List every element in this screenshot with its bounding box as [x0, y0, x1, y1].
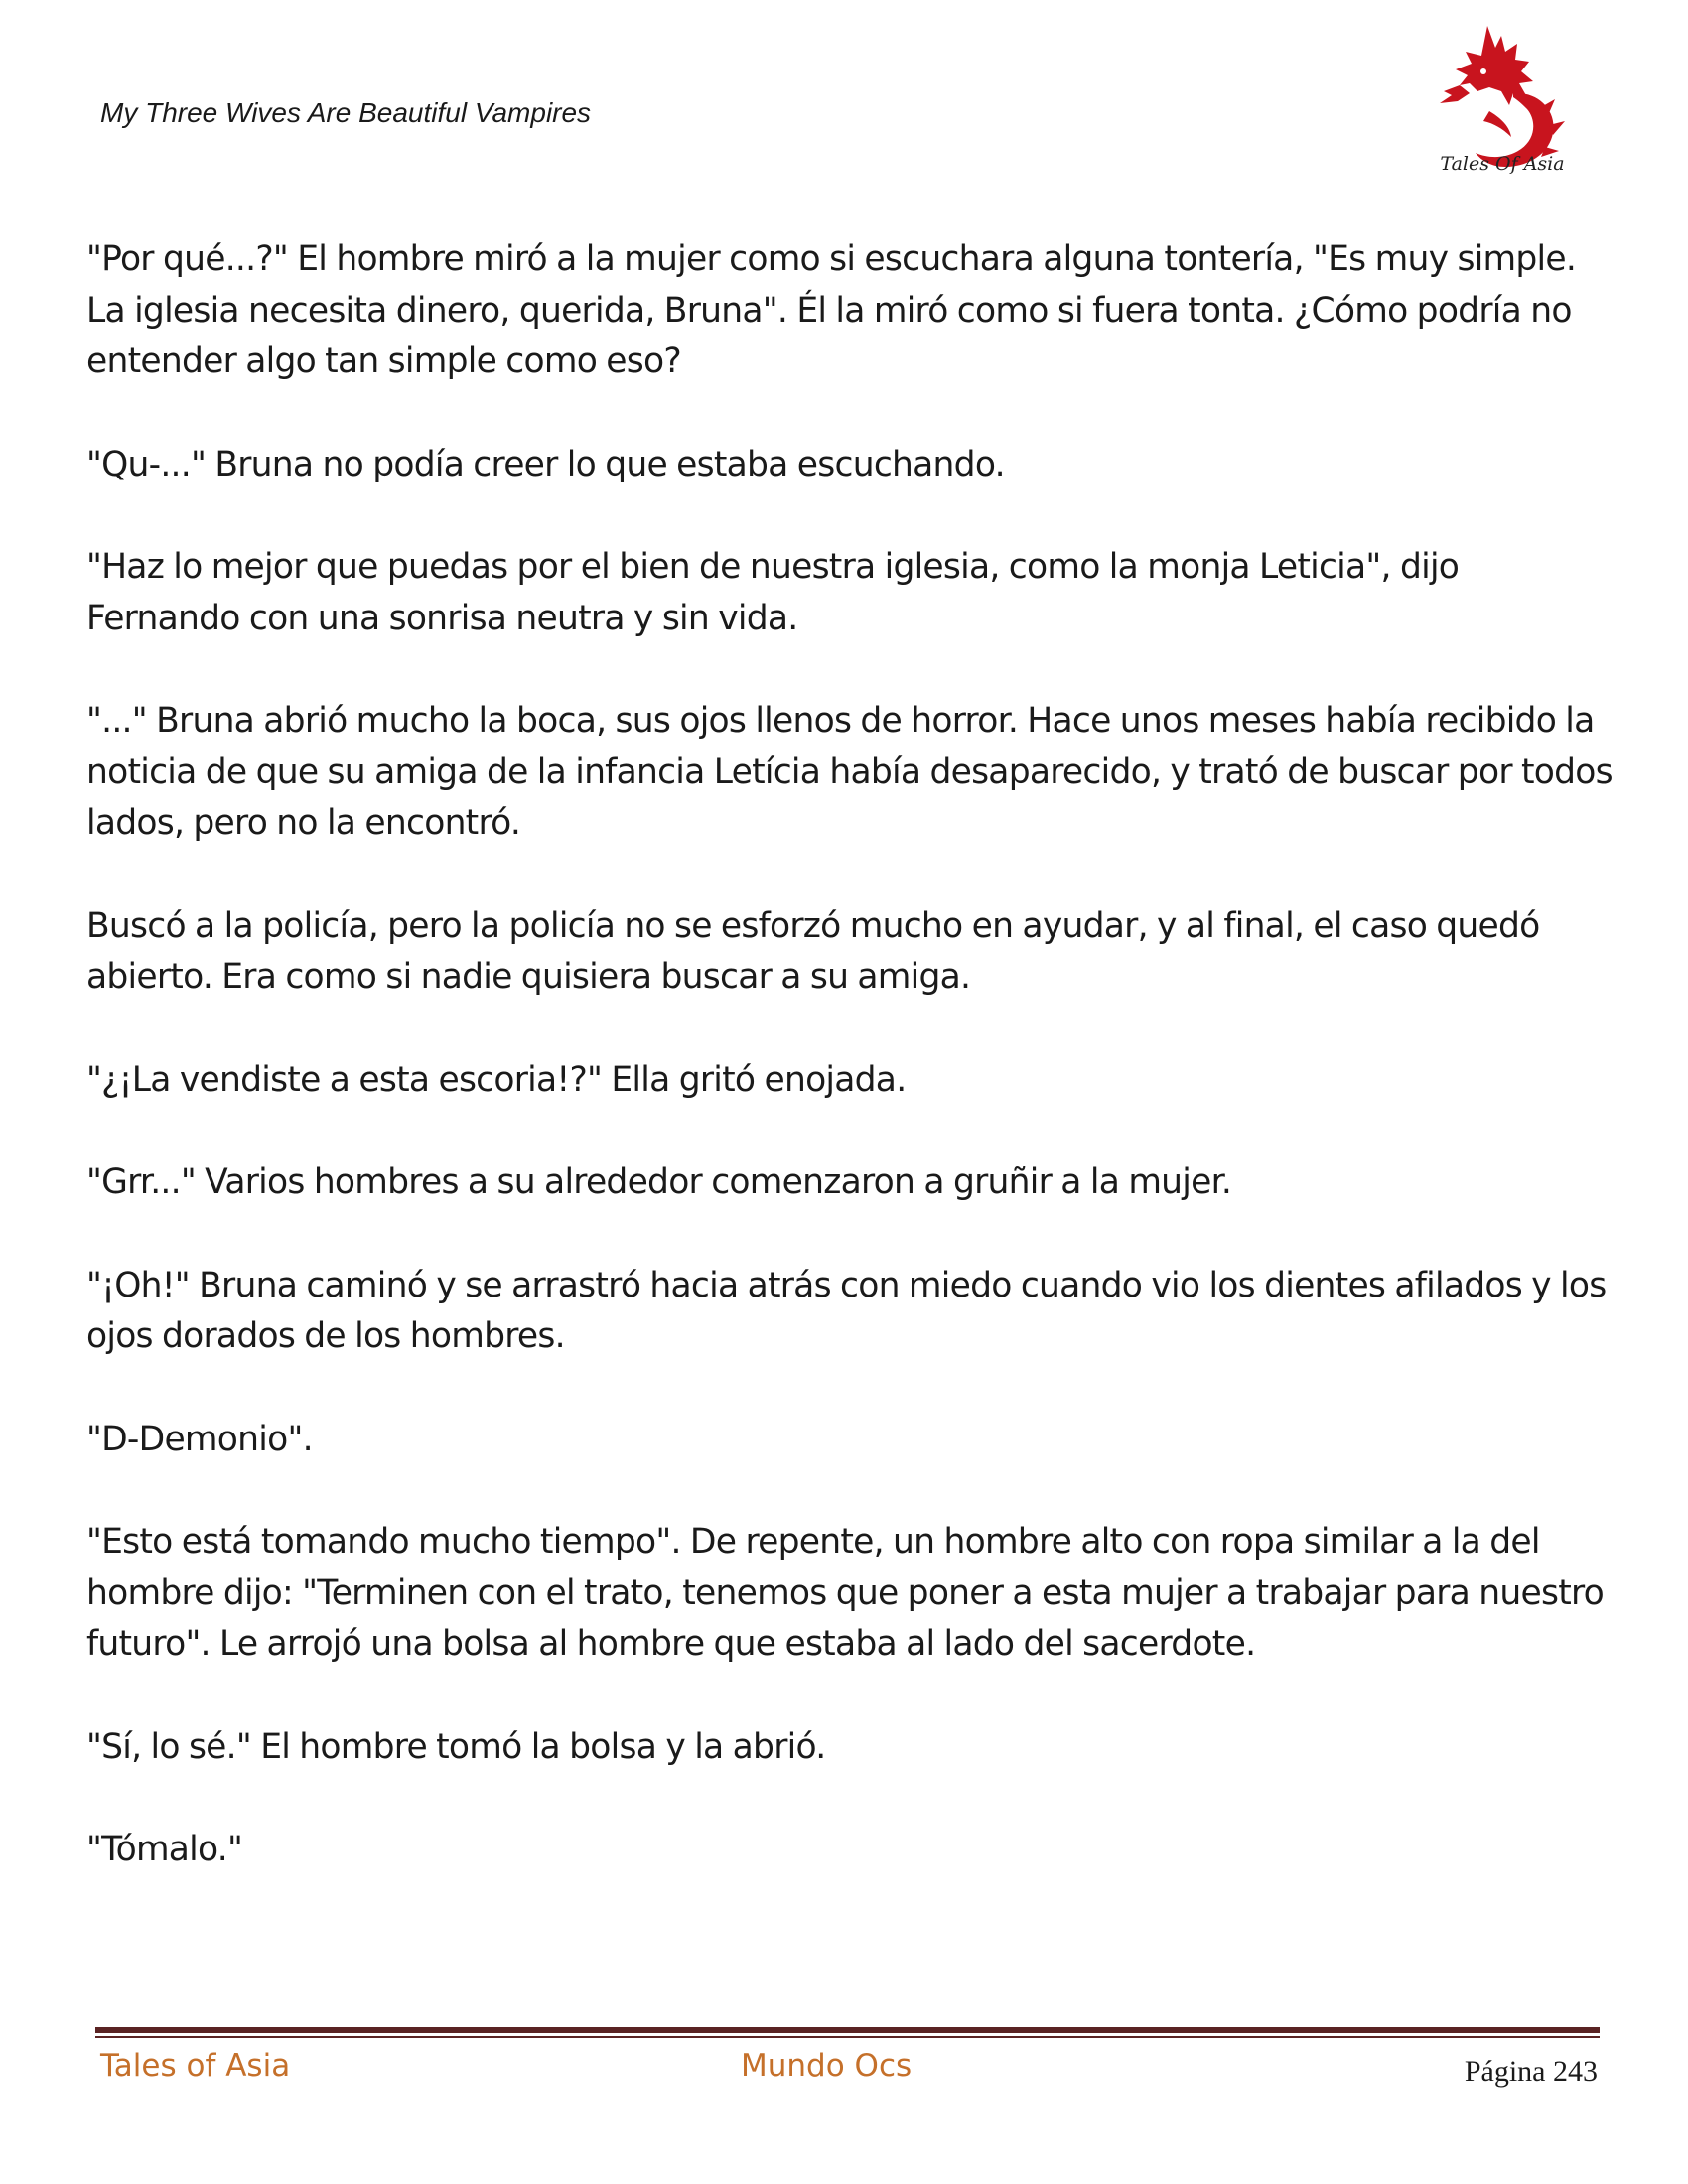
paragraph: "¿¡La vendiste a esta escoria!?" Ella gritó enojada. — [86, 1059, 907, 1100]
paragraph: "D-Demonio". — [86, 1419, 313, 1459]
footer-site-name: Tales of Asia — [100, 2048, 291, 2084]
logo-text: Tales Of Asia — [1440, 153, 1565, 175]
paragraph: "Sí, lo sé." El hombre tomó la bolsa y la abrió. — [86, 1726, 826, 1767]
footer-divider — [95, 2027, 1600, 2033]
paragraph: "Haz lo mejor que puedas por el bien de nuestra iglesia, como la monja Leticia", dijo Fernando con una sonrisa neutra y sin vida. — [86, 547, 1460, 638]
paragraph: "Tómalo." — [86, 1830, 243, 1869]
paragraph: "Grr..." Varios hombres a su alrededor comenzaron a gruñir a la mujer. — [86, 1162, 1232, 1202]
page-number: Página 243 — [1464, 2055, 1598, 2088]
paragraph: "Esto está tomando mucho tiempo". De repente, un hombre alto con ropa similar a la del hombre dijo: "Terminen con el trato, tenemos que poner a esta mujer a trabajar para nuestro futuro". Le arrojó una bolsa al hombre que estaba al lado del sacerdote. — [86, 1522, 1605, 1664]
paragraph: "..." Bruna abrió mucho la boca, sus ojos llenos de horror. Hace unos meses había recibido la noticia de que su amiga de la infancia Letícia había desaparecido, y trató de buscar por todos lados, pero no la encontró. — [86, 701, 1613, 843]
paragraph: "Por qué...?" El hombre miró a la mujer como si escuchara alguna tontería, "Es muy simple. La iglesia necesita dinero, querida, Bruna". Él la miró como si fuera tonta. ¿Cómo podría no entender algo tan simple como eso? — [86, 239, 1577, 381]
footer-section-name: Mundo Ocs — [741, 2048, 913, 2084]
chapter-body — [86, 234, 1616, 1928]
paragraph: "Qu-..." Bruna no podía creer lo que estaba escuchando. — [86, 444, 1005, 484]
paragraph: Buscó a la policía, pero la policía no se esforzó mucho en ayudar, y al final, el caso quedó abierto. Era como si nadie quisiera buscar a su amiga. — [86, 905, 1540, 997]
book-title: My Three Wives Are Beautiful Vampires — [100, 97, 592, 128]
footer-divider-thin — [95, 2036, 1600, 2038]
paragraph: "¡Oh!" Bruna caminó y se arrastró hacia atrás con miedo cuando vio los dientes afilados y los ojos dorados de los hombres. — [86, 1265, 1607, 1356]
